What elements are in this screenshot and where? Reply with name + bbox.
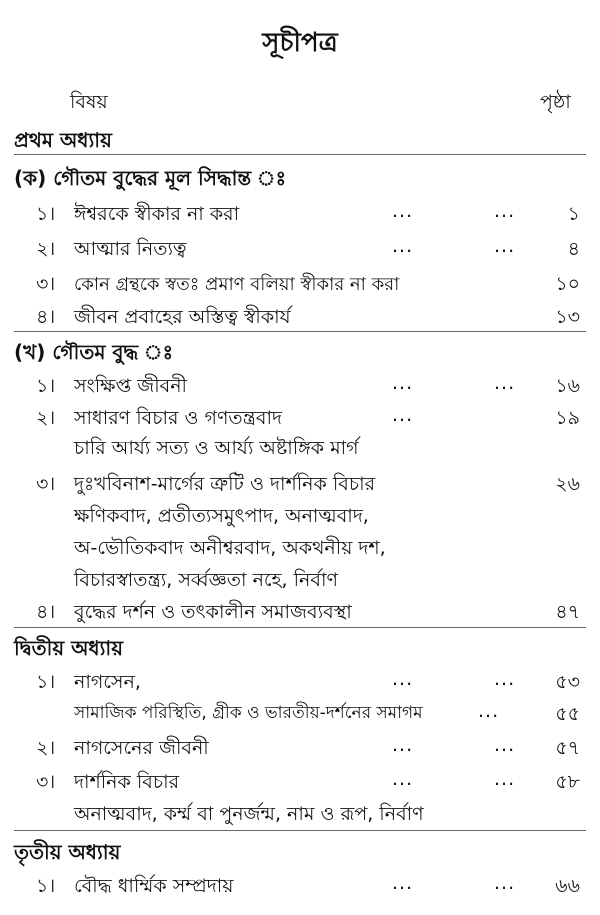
item-number: ৩। (36, 273, 56, 295)
toc-entry: বৌদ্ধ ধার্ম্মিক সম্প্রদায় (74, 875, 234, 897)
toc-subentry: চারি আর্য্য সত্য ও আর্য্য অষ্টাঙ্গিক মার্গ (74, 437, 359, 459)
toc-entry: নাগসেনের জীবনী (74, 737, 209, 759)
divider (14, 830, 586, 831)
item-number: ৩। (36, 473, 56, 495)
item-number: ১। (36, 375, 56, 397)
page-number: ৬৬ (555, 875, 580, 897)
page-number: ১ (567, 203, 580, 225)
page-number: ৫৭ (555, 737, 580, 759)
dot-leader: ... (392, 668, 414, 690)
dot-leader: ... (494, 872, 516, 894)
toc-entry: দুঃখবিনাশ-মার্গের ত্রুটি ও দার্শনিক বিচার (74, 473, 376, 495)
item-number: ১। (36, 203, 56, 225)
toc-entry: সংক্ষিপ্ত জীবনী (74, 375, 187, 397)
toc-entry: দার্শনিক বিচার (74, 771, 180, 793)
divider (14, 154, 586, 155)
page-number: ৫৮ (555, 771, 580, 793)
page-number: ৪৭ (555, 601, 580, 623)
item-number: ১। (36, 671, 56, 693)
item-number: ২। (36, 407, 56, 429)
toc-entry: ঈশ্বরকে স্বীকার না করা (74, 203, 240, 225)
toc-entry: বুদ্ধের দর্শন ও তৎকালীন সমাজব্যবস্থা (74, 601, 352, 623)
toc-subentry: অ-ভৌতিকবাদ অনীশ্বরবাদ, অকথনীয় দশ, (74, 537, 386, 559)
page-number: ১৩ (555, 306, 580, 328)
page-number: ৪ (567, 238, 580, 260)
section-heading: (ক) গৌতম বুদ্ধের মূল সিদ্ধান্ত ঃ (14, 166, 287, 190)
toc-entry: আত্মার নিত্যত্ব (74, 238, 187, 260)
dot-leader: ... (392, 235, 414, 257)
dot-leader: ... (494, 372, 516, 394)
item-number: ২। (36, 238, 56, 260)
item-number: ২। (36, 737, 56, 759)
dot-leader: ... (494, 734, 516, 756)
page-number: ১০ (555, 273, 580, 295)
toc-entry: সামাজিক পরিস্থিতি, গ্রীক ও ভারতীয়-দর্শনের সমাগম (74, 703, 423, 723)
dot-leader: ... (494, 768, 516, 790)
page-title: সূচীপত্র (262, 28, 338, 58)
section-heading: (খ) গৌতম বুদ্ধ ঃ (14, 340, 174, 364)
item-number: ১। (36, 875, 56, 897)
page-number: ৫৩ (555, 671, 580, 693)
dot-leader: ... (494, 235, 516, 257)
subject-column-header: বিষয় (70, 91, 108, 113)
dot-leader: ... (494, 200, 516, 222)
toc-entry: জীবন প্রবাহের অস্তিত্ব স্বীকার্য (74, 306, 291, 328)
dot-leader: ... (392, 404, 414, 426)
page-number: ৫৫ (555, 703, 580, 725)
divider (14, 627, 586, 628)
chapter-heading: দ্বিতীয় অধ্যায় (14, 636, 123, 660)
toc-subentry: ক্ষণিকবাদ, প্রতীত্যসমুৎপাদ, অনাত্মবাদ, (74, 505, 369, 527)
dot-leader: ... (392, 872, 414, 894)
chapter-heading: প্রথম অধ্যায় (14, 128, 112, 152)
chapter-heading: তৃতীয় অধ্যায় (14, 840, 121, 864)
page-number: ১৯ (555, 407, 580, 429)
dot-leader: ... (392, 200, 414, 222)
toc-subentry: বিচারস্বাতন্ত্র্য, সর্ব্বজ্ঞতা নহে, নির্বাণ (74, 569, 338, 591)
dot-leader: ... (478, 700, 500, 722)
dot-leader: ... (392, 734, 414, 756)
toc-entry: সাধারণ বিচার ও গণতন্ত্রবাদ (74, 407, 282, 429)
page-number: ২৬ (555, 473, 580, 495)
toc-entry: কোন গ্রন্থকে স্বতঃ প্রমাণ বলিয়া স্বীকার না করা (74, 274, 400, 295)
item-number: ৩। (36, 771, 56, 793)
dot-leader: ... (494, 668, 516, 690)
dot-leader: ... (392, 768, 414, 790)
item-number: ৪। (36, 306, 56, 328)
toc-entry: নাগসেন, (74, 671, 141, 693)
page-number: ১৬ (555, 375, 580, 397)
toc-subentry: অনাত্মবাদ, কর্ম্ম বা পুনর্জন্ম, নাম ও রূপ, নির্বাণ (74, 803, 424, 825)
item-number: ৪। (36, 601, 56, 623)
page-column-header: পৃষ্ঠা (540, 91, 571, 113)
dot-leader: ... (392, 372, 414, 394)
divider (14, 331, 586, 332)
